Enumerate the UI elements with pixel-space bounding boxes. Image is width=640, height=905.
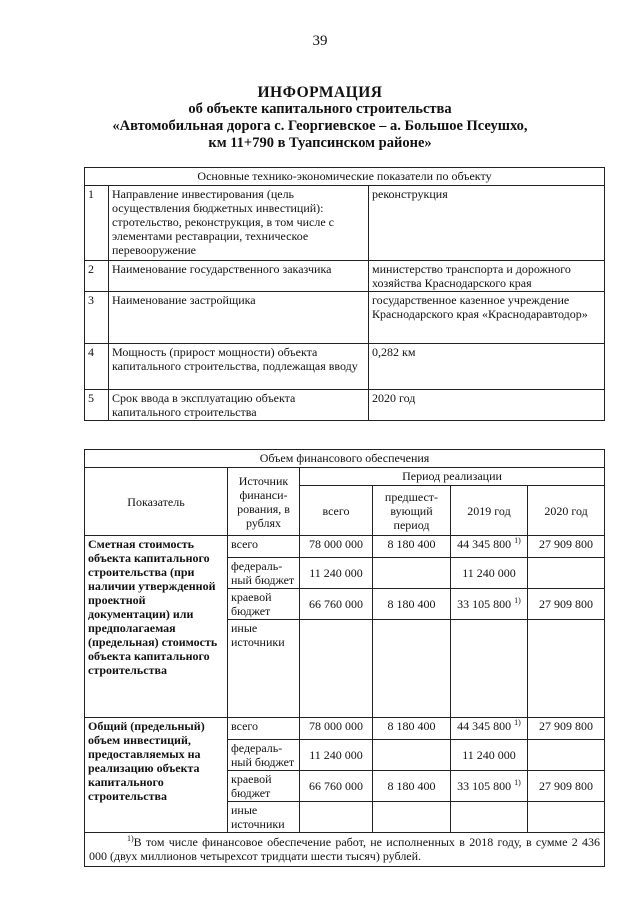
row-value: 2020 год [369,390,605,421]
col-source: Источник финанси-рования, в рублях [228,468,300,536]
previous-cell: 8 180 400 [373,589,451,620]
previous-cell [373,802,451,833]
row-number: 2 [85,261,109,292]
y2020-cell: 27 909 800 [528,536,605,558]
y2020-cell [528,802,605,833]
page-number: 39 [312,33,328,49]
total-cell: 78 000 000 [300,718,373,740]
row-value: министерство транспорта и дорожного хозяйства Краснодарского края [369,261,605,292]
group-label: Общий (предельный) объем инвестиций, предоставляемых на реализацию объекта капитального строительства [85,718,228,833]
footnote-mark: 1) [514,536,521,545]
col-total: всего [300,486,373,536]
col-previous: предшест-вующий период [373,486,451,536]
document-title: ИНФОРМАЦИЯ [257,84,383,101]
y2019-cell: 44 345 800 $^{1)}$ [451,718,528,740]
source-cell: краевой бюджет [228,771,300,802]
col-2020: 2020 год [528,486,605,536]
source-cell: всего [228,536,300,558]
total-cell: 11 240 000 [300,740,373,771]
total-cell: 66 760 000 [300,771,373,802]
y2020-cell [528,620,605,718]
row-value: реконструкция [369,186,605,261]
group-label: Сметная стоимость объекта капитального строительства (при наличии утвержденной проектной документации) или предполагаемая (предельная) стоимость объекта капитального строительства [85,536,228,718]
previous-cell: 8 180 400 [373,536,451,558]
document-subtitle-3: км 11+790 в Туапсинском районе» [208,135,432,151]
table-row [85,186,605,261]
source-cell: всего [228,718,300,740]
row-value: государственное казенное учреждение Краснодарского края «Краснодаравтодор» [369,292,605,344]
row-number: 3 [85,292,109,344]
total-cell: 78 000 000 [300,536,373,558]
source-cell: краевой бюджет [228,589,300,620]
row-label: Срок ввода в эксплуатацию объекта капитального строительства [109,390,369,421]
indicators-table [84,167,605,421]
indicators-header: Основные технико-экономические показатели по объекту [85,168,605,186]
total-cell [300,620,373,718]
y2019-cell: 33 105 800 $^{1)}$ [451,771,528,802]
finance-title: Объем финансового обеспечения [85,450,605,468]
footnote-mark: 1) [514,718,521,727]
total-cell [300,802,373,833]
source-cell: иные источники [228,802,300,833]
y2020-cell: 27 909 800 [528,589,605,620]
row-label: Направление инвестирования (цель осуществления бюджетных инвестиций): стротельство, реконструкция, в том числе с элементами реставрации, техническое перевооружение [109,186,369,261]
y2019-cell: 11 240 000 [451,740,528,771]
total-cell: 11 240 000 [300,558,373,589]
y2019-cell: 44 345 800 $^{1)}$ [451,536,528,558]
row-value: 0,282 км [369,344,605,390]
table-row [85,292,605,344]
previous-cell [373,740,451,771]
footnote [85,833,605,867]
source-cell: федераль-ный бюджет [228,558,300,589]
y2020-cell: 27 909 800 [528,718,605,740]
footnote-mark: 1) [514,778,521,787]
y2020-cell: 27 909 800 [528,771,605,802]
finance-table [84,449,605,867]
footnote-mark: 1) [514,596,521,605]
source-cell: федераль-ный бюджет [228,740,300,771]
col-indicator: Показатель [85,468,228,536]
y2019-cell: 11 240 000 [451,558,528,589]
y2019-cell: 33 105 800 $^{1)}$ [451,589,528,620]
row-label: Наименование государственного заказчика [109,261,369,292]
y2020-cell [528,740,605,771]
y2019-cell [451,802,528,833]
document-subtitle-1: об объекте капитального строительства [188,101,452,117]
y2019-cell [451,620,528,718]
table-row [85,536,605,558]
table-row [85,344,605,390]
y2020-cell [528,558,605,589]
footnote-text: В том числе финансовое обеспечение работ, не исполненных в 2018 году, в сумме 2 436 000 (двух миллионов четырехсот тридцати шести тысяч) рублей. [89,835,601,863]
table-row [85,390,605,421]
footnote-mark: 1) [127,834,134,843]
row-number: 5 [85,390,109,421]
table-row [85,261,605,292]
row-number: 4 [85,344,109,390]
col-2019: 2019 год [451,486,528,536]
row-label: Наименование застройщика [109,292,369,344]
total-cell: 66 760 000 [300,589,373,620]
document-subtitle-2: «Автомобильная дорога с. Георгиевское – а. Большое Псеушхо, [112,118,528,134]
previous-cell: 8 180 400 [373,718,451,740]
source-cell: иные источники [228,620,300,718]
previous-cell [373,620,451,718]
col-period: Период реализации [300,468,605,486]
row-label: Мощность (прирост мощности) объекта капитального строительства, подлежащая вводу [109,344,369,390]
row-number: 1 [85,186,109,261]
previous-cell: 8 180 400 [373,771,451,802]
previous-cell [373,558,451,589]
table-row [85,718,605,740]
